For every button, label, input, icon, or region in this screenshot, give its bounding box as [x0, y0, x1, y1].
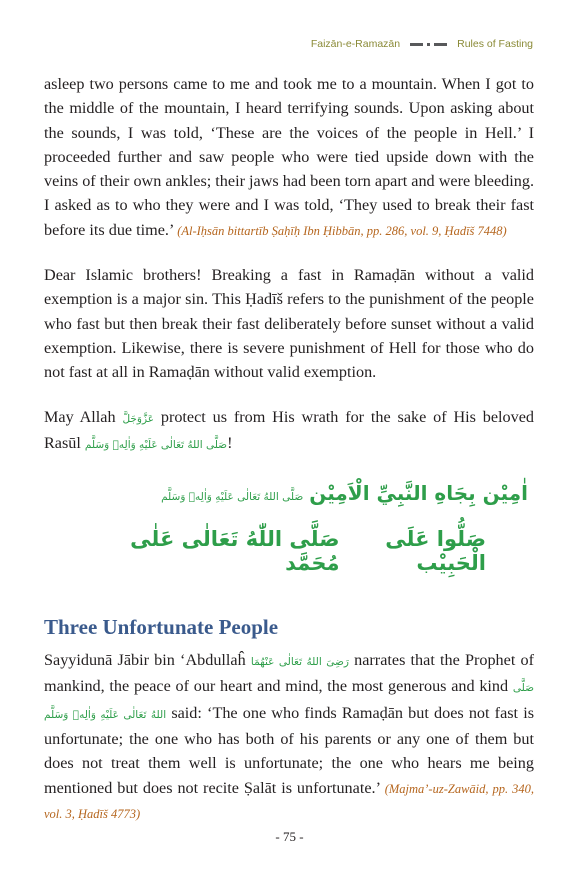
- header-separator: [410, 43, 447, 46]
- ameen-salla-arabic: صَلَّى اللهُ تَعَالٰى عَلَيْهِ وَاٰلِهٖ وَسَلَّم: [161, 491, 304, 504]
- arabic-salla-inline-2: صَلَّى اللهُ تَعَالٰى عَلَيْهِ وَاٰلِهٖ وَسَلَّم: [44, 682, 535, 721]
- salu-alal-habib: صَلُّوا عَلَى الْحَبِيْب: [385, 527, 486, 576]
- paragraph-3-text-a: May Allah: [44, 407, 116, 426]
- paragraph-3-text-b: protect us from His wrath for the sake of His beloved Rasūl: [44, 407, 535, 452]
- arabic-azza-wa-jal: عَزَّوَجَلَّ: [122, 412, 155, 425]
- section-heading: Three Unfortunate People: [44, 615, 279, 640]
- ameen-line: [44, 481, 534, 505]
- book-title: Faizān-e-Ramazān: [310, 38, 401, 50]
- paragraph-1-text: asleep two persons came to me and took me to a mountain. When I got to the middle of the mountain, I heard terrifying sounds. Upon asking about the sounds, I was told, ‘These are the voices of the people in Hell.’ I proceeded further and saw people who were tied upside down with the veins of their own ankles; their jaws had been torn apart and were bleeding. I asked as to who they were and I was told, ‘They used to break their fast before its due time.’: [44, 75, 534, 239]
- arabic-salla-inline: صَلَّى اللهُ تَعَالٰى عَلَيْهِ وَاٰلِهٖ وَسَلَّم: [84, 438, 228, 451]
- paragraph-1: [44, 72, 534, 243]
- paragraph-4-text-a: Sayyidunā Jābir bin ‘Abdullaĥ: [44, 651, 246, 670]
- paragraph-4-text-c: said: ‘The one who finds Ramaḍān but does not fast is unfortunate; the one who has both of his parents or any one of them but does not treat them well is unfortunate; the one who hears me being mentioned but does not recite Ṣalāt is unfortunate.’: [44, 703, 535, 797]
- paragraph-4-text-b: narrates that the Prophet of mankind, the peace of our heart and mind, the most generous and kind: [44, 651, 535, 696]
- paragraph-3-text-c: !: [227, 433, 233, 452]
- paragraph-2-text: Dear Islamic brothers! Breaking a fast in Ramaḍān without a valid exemption is a major sin. This Ḥadīš refers to the punishment of the people who fast but then break their fast deliberately before sunset without a valid exemption. Likewise, there is severe punishment of Hell for those who do not fast at all in Ramaḍān without valid exemption.: [44, 266, 534, 382]
- page-content: [44, 72, 534, 826]
- running-header: [311, 38, 533, 50]
- page-number: - 75 -: [275, 829, 304, 844]
- salu-line: [44, 527, 534, 575]
- reference-citation: (Al-Iḥsān bittartīb Ṣaḥīḥ Ibn Ḥibbān, pp. 286, vol. 9, Ḥadīš 7448): [177, 223, 507, 238]
- paragraph-2: [44, 263, 534, 384]
- reference-citation-2: (Majma’-uz-Zawāid, pp. 340, vol. 3, Ḥadīš 4773): [44, 781, 534, 821]
- salu-salla-muhammad: صَلَّى اللّٰهُ تَعَالٰى عَلٰى مُحَمَّد: [130, 527, 340, 576]
- paragraph-4: [44, 648, 534, 826]
- ameen-arabic: اٰمِيْن بِجَاهِ النَّبِيِّ الْاَمِيْن: [309, 481, 528, 506]
- chapter-title: Rules of Fasting: [457, 38, 533, 50]
- paragraph-3: [44, 405, 534, 458]
- arabic-radi-allah: رَضِىَ اللهُ تَعَالٰى عَنْهُمَا: [250, 656, 349, 669]
